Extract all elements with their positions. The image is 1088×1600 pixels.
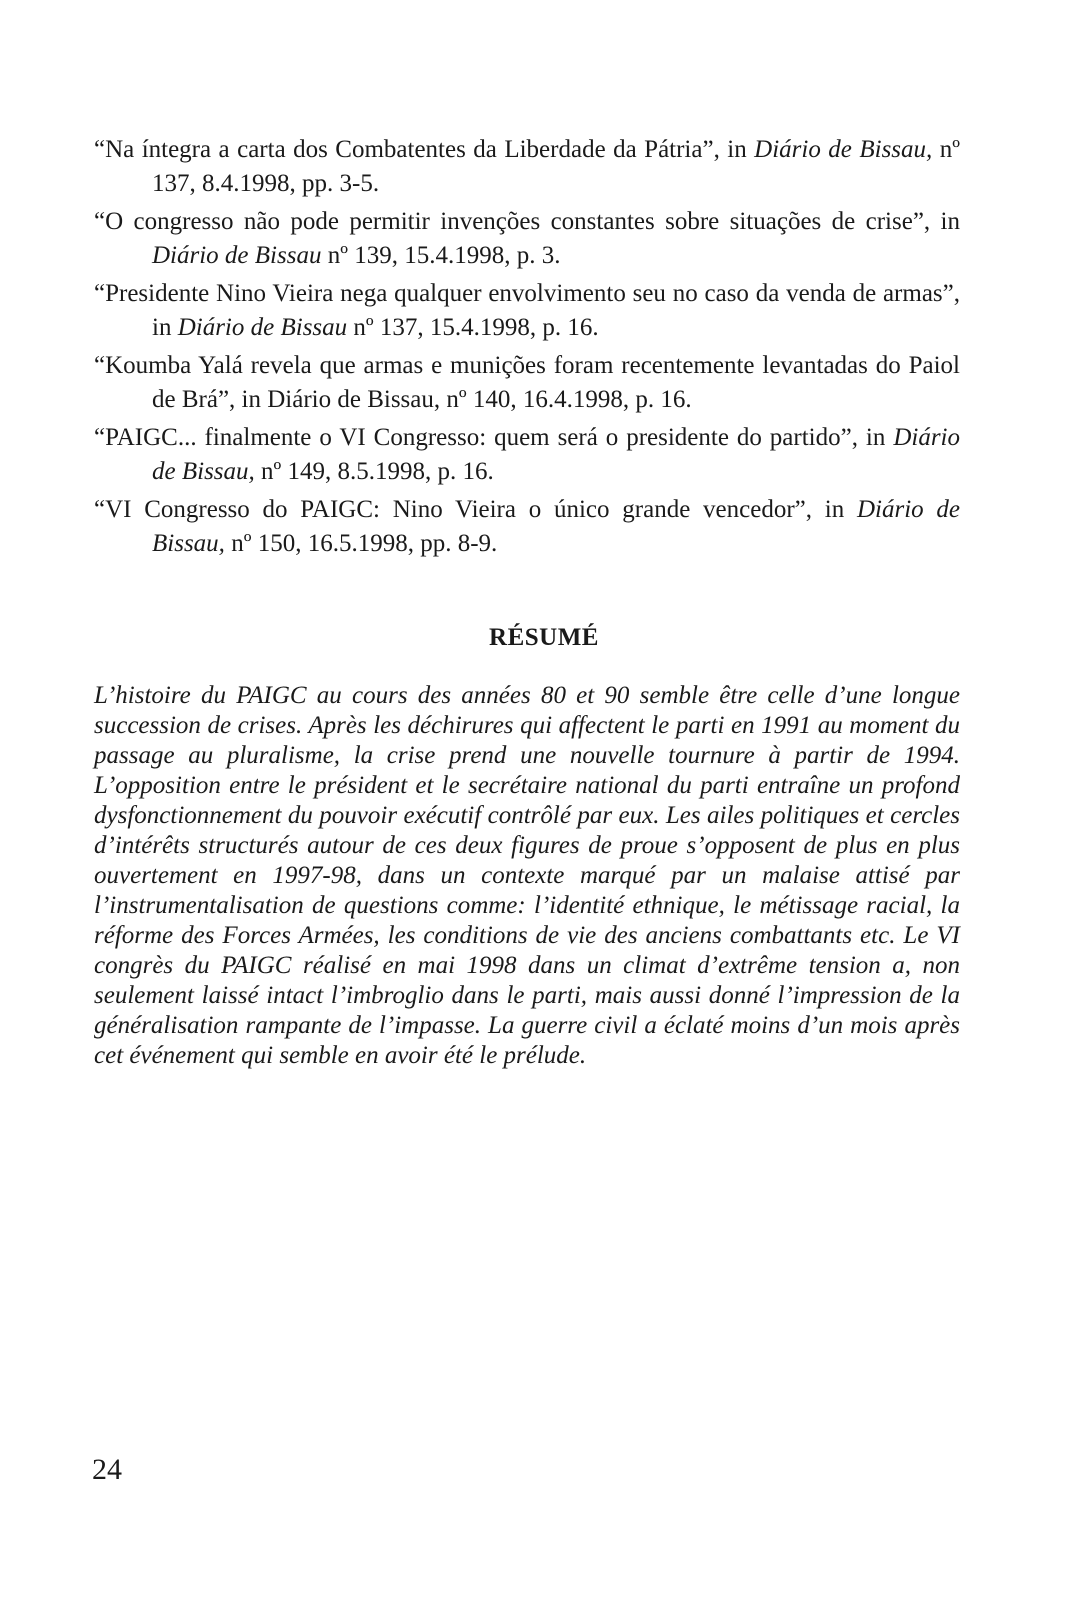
reference-item bbox=[94, 133, 960, 201]
reference-item bbox=[94, 421, 960, 489]
reference-source-title: Diário de Bissau bbox=[152, 242, 322, 269]
reference-item bbox=[94, 205, 960, 273]
reference-source-title: Diário de Bissau, bbox=[152, 424, 960, 485]
reference-text: “Koumba Yalá revela que armas e munições foram recentemente levantadas do Paiol de Brá”, in Diário de Bissau, nº 140, 16.4.1998, p. 16. bbox=[94, 352, 960, 413]
page-number: 24 bbox=[92, 1453, 122, 1486]
reference-details: nº 139, 15.4.1998, p. 3. bbox=[321, 242, 561, 269]
resume-paragraph: L’histoire du PAIGC au cours des années 80 et 90 semble être celle d’une longue succession de crises. Après les déchirures qui affectent le parti en 1991 au moment du passage au pluralisme, la crise prend une nouvelle tournure à partir de 1994. L’opposition entre le président et le secrétaire national du parti entraîne un profond dysfonctionnement du pouvoir exécutif contrôlé par eux. Les ailes politiques et cercles d’intérêts structurés autour de ces deux figures de proue s’opposent de plus en plus ouvertement en 1997-98, dans un contexte marqué par un malaise attisé par l’instrumentalisation de questions comme: l’identité ethnique, le métissage racial, la réforme des Forces Armées, les conditions de vie des anciens combattants etc. Le VI congrès du PAIGC réalisé en mai 1998 dans un climat d’extrême tension a, non seulement laissé intact l’imbroglio dans le parti, mais aussi donné l’impression de la généralisation rampante de l’impasse. La guerre civil a éclaté moins d’un mois après cet événement qui semble en avoir été le prélude. bbox=[94, 682, 960, 1069]
reference-text: “VI Congresso do PAIGC: Nino Vieira o único grande vencedor”, in bbox=[94, 496, 857, 523]
reference-list bbox=[94, 133, 960, 565]
reference-text: “Na íntegra a carta dos Combatentes da Liberdade da Pátria”, in bbox=[94, 136, 755, 163]
reference-details: nº 137, 8.4.1998, pp. 3-5. bbox=[152, 136, 960, 197]
resume-heading: RÉSUMÉ bbox=[489, 624, 599, 651]
reference-text: “Presidente Nino Vieira nega qualquer envolvimento seu no caso da venda de armas”, in bbox=[94, 280, 960, 341]
reference-text: “O congresso não pode permitir invenções constantes sobre situações de crise”, in bbox=[94, 208, 960, 235]
reference-source-title: Diário de Bissau bbox=[177, 314, 348, 341]
reference-source-title: Diário de Bissau, bbox=[754, 136, 933, 163]
reference-item bbox=[94, 277, 960, 345]
reference-item bbox=[94, 493, 960, 561]
reference-details: nº 149, 8.5.1998, p. 16. bbox=[254, 458, 494, 485]
reference-details: nº 137, 15.4.1998, p. 16. bbox=[347, 314, 599, 341]
reference-text: “PAIGC... finalmente o VI Congresso: quem será o presidente do partido”, in bbox=[94, 424, 894, 451]
reference-item bbox=[94, 349, 960, 417]
reference-details: nº 150, 16.5.1998, pp. 8-9. bbox=[224, 530, 498, 557]
reference-source-title: Diário de Bissau, bbox=[152, 496, 960, 557]
